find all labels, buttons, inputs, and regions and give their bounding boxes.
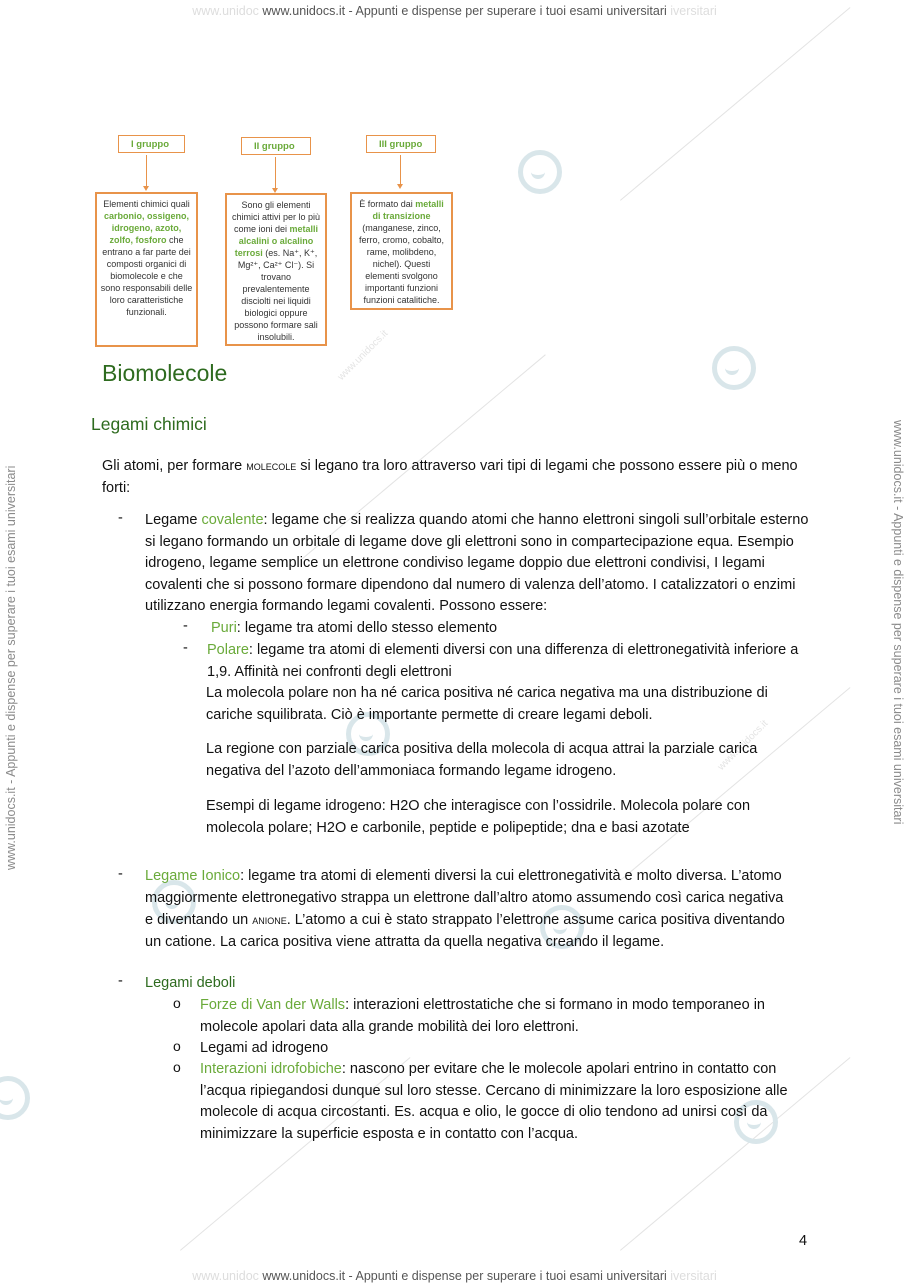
- group-3-head: III gruppo: [366, 135, 436, 153]
- group-2-arrow: [275, 157, 276, 191]
- watermark-ghost: iversitari: [670, 4, 717, 18]
- covalente-term: covalente: [201, 512, 264, 528]
- intro-text-end: si legano tra loro attraverso vari tipi di legami che possono essere più o meno forti:: [102, 458, 798, 496]
- group-1-head: I gruppo: [118, 135, 185, 153]
- watermark-right: www.unidocs.it - Appunti e dispense per superare i tuoi esami universitari: [891, 420, 905, 825]
- deboli-item-text: : nascono per evitare che le molecole apolari entrino in contatto con l’acqua ripiegandosi dunque sul loro stesse. Cercano di minimizzare la loro esposizione alle molecole di acqua circostanti. Es. acqua e olio, le gocce di olio tendono ad unirsi così da minimizzare la superficie esposta e in contatto con l’acqua.: [200, 1061, 788, 1142]
- intro-text: Gli atomi, per formare: [102, 458, 247, 474]
- puri-text: : legame tra atomi dello stesso elemento: [236, 620, 498, 636]
- group-1-text-end: che entrano a far parte dei composti organici di biomolecole e che sono responsabili delle loro caratteristiche funzionali.: [100, 235, 193, 317]
- deboli-item: [200, 995, 810, 1038]
- list-bullet: o: [173, 1059, 181, 1075]
- group-2-elements: metalli alcalini o alcalino terrosi: [234, 224, 319, 258]
- group-3-box: [350, 192, 453, 310]
- group-3-text-end: (manganese, zinco, ferro, cromo, cobalto, rame, molibdeno, nichel). Questi elementi svolgono importanti funzioni funzioni catalitiche.: [358, 223, 445, 305]
- list-dash: -: [183, 640, 188, 656]
- ionico-term: Legame Ionico: [145, 868, 241, 884]
- watermark-faint: www.unidocs.it: [715, 718, 771, 773]
- list-bullet: o: [173, 995, 181, 1011]
- watermark-bottom: [0, 1269, 909, 1283]
- watermark-text: www.unidocs.it - Appunti e dispense per superare i tuoi esami universitari: [262, 4, 667, 18]
- intro-term: molecole: [246, 458, 297, 473]
- watermark-logo-icon: [0, 1076, 30, 1120]
- deboli-heading: Legami deboli: [145, 975, 236, 991]
- deboli-item-text: : interazioni elettrostatiche che si formano in modo temporaneo in molecole apolari data alla grande mobilità dei loro elettroni.: [200, 997, 765, 1035]
- group-1-text: Elementi chimici quali: [103, 199, 190, 209]
- deboli-item: [200, 1059, 802, 1145]
- deboli-item-term: Interazioni idrofobiche: [200, 1061, 342, 1077]
- list-dash: -: [118, 973, 123, 989]
- group-2-box: [225, 193, 327, 346]
- watermark-top: [0, 4, 909, 18]
- deboli-item-text: Legami ad idrogeno: [200, 1040, 329, 1056]
- watermark-left: www.unidocs.it - Appunti e dispense per superare i tuoi esami universitari: [4, 465, 18, 870]
- ionico-text: : legame tra atomi di elementi diversi la cui elettronegatività e molto diversa. L’atomo maggiormente elettronegativo strappa un elettrone dall’altro atomo assumendo così carica negativa e diventando un: [145, 868, 784, 928]
- watermark-ghost: iversitari: [670, 1269, 717, 1283]
- polare-paragraph: La regione con parziale carica positiva della molecola di acqua attrai la parziale carica negativa del l’azoto dell’ammoniaca formando legame idrogeno.: [206, 741, 758, 779]
- watermark-ghost: www.unidoc: [192, 4, 259, 18]
- polare-item: [207, 640, 807, 683]
- polare-term: Polare: [207, 642, 249, 658]
- watermark-text: www.unidocs.it - Appunti e dispense per superare i tuoi esami universitari: [262, 1269, 667, 1283]
- list-dash: -: [118, 866, 123, 882]
- group-3-arrow: [400, 155, 401, 187]
- puri-term: Puri: [211, 620, 237, 636]
- covalente-pre: Legame: [145, 512, 202, 528]
- watermark-logo-icon: [712, 346, 756, 390]
- watermark-line: [620, 7, 850, 201]
- intro-paragraph: [102, 455, 814, 499]
- watermark-faint: www.unidocs.it: [335, 328, 391, 383]
- polare-paragraph: Esempi di legame idrogeno: H2O che interagisce con l’ossidrile. Molecola polare con molecola polare; H2O e carbonile, peptide e polipeptide; dna e basi azotate: [206, 798, 751, 836]
- covalente-paragraph: [145, 510, 813, 618]
- group-3-text: È formato dai: [359, 199, 416, 209]
- list-bullet: o: [173, 1038, 181, 1054]
- group-1-box: [95, 192, 198, 347]
- list-dash: -: [183, 618, 188, 634]
- watermark-logo-icon: [518, 150, 562, 194]
- section-heading: Legami chimici: [91, 414, 207, 434]
- deboli-item: [200, 1038, 810, 1060]
- list-dash: -: [118, 510, 123, 526]
- ionico-text-end: . L’atomo a cui è stato strappato l’elettrone assume carica positiva diventando un catione. La carica positiva viene attratta da quella negativa creando il legame.: [145, 912, 785, 950]
- covalente-text: : legame che si realizza quando atomi che hanno elettroni singoli sull’orbitale esterno si legano formando un orbitale di legame dove gli elettroni sono in compartecipazione equa. Esempio idrogeno, legame semplice un elettrone condiviso legame doppio due elettroni condivisi, I legami covalenti che si possono formare dipendono dal numero di valenza dell’atomo. I catalizzatori o enzimi utilizzano energia formando legami covalenti. Possono essere:: [145, 512, 809, 614]
- group-2-text: Sono gli elementi chimici attivi per lo più come ioni dei: [231, 200, 321, 234]
- puri-item: [211, 618, 811, 640]
- watermark-ghost: www.unidoc: [192, 1269, 259, 1283]
- group-2-text-end: (es. Na⁺, K⁺, Mg²⁺, Ca²⁺ Cl⁻). Si trovano prevalentemente disciolti nei liquidi biologici oppure possono formare sali insolubili.: [234, 248, 318, 342]
- page-number: 4: [799, 1233, 808, 1249]
- ionico-paragraph: [145, 866, 785, 953]
- group-3-elements: metalli di transizione: [372, 199, 444, 221]
- page-title: Biomolecole: [102, 360, 228, 386]
- deboli-item-term: Forze di Van der Walls: [200, 997, 346, 1013]
- ionico-sc-term: anione: [252, 912, 287, 927]
- polare-paragraph: La molecola polare non ha né carica positiva né carica negativa ma una distribuzione di cariche squilibrata. Ciò è importante permette di creare legami deboli.: [206, 685, 768, 723]
- group-1-elements: carbonio, ossigeno, idrogeno, azoto, zolfo, fosforo: [103, 211, 189, 245]
- polare-text: : legame tra atomi di elementi diversi con una differenza di elettronegatività inferiore a 1,9. Affinità nei confronti degli elettroni: [207, 642, 799, 680]
- group-1-arrow: [146, 155, 147, 189]
- group-2-head: II gruppo: [241, 137, 311, 155]
